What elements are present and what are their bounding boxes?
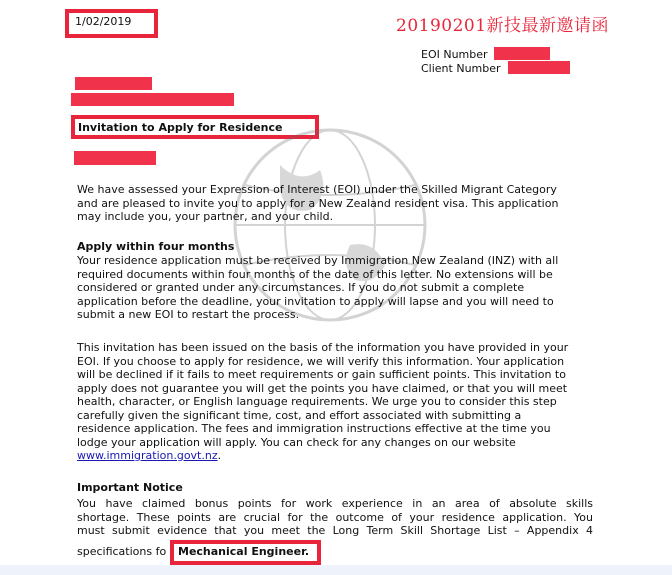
client-number-label: Client Number xyxy=(421,62,501,75)
section-heading-important-notice: Important Notice xyxy=(77,481,183,494)
letter-date: 1/02/2019 xyxy=(75,15,132,28)
text-line: This invitation has been issued on the basis of the information you have provided in your xyxy=(77,341,569,354)
text-line: carefully given the significant time, cost, and effort associated with submitting a xyxy=(77,408,522,422)
text-line: lodge your application will apply. You can check for any changes on our website xyxy=(77,435,516,449)
annotation-caption: 20190201新技最新邀请函 xyxy=(396,16,610,36)
recipient-address-redaction xyxy=(71,93,234,106)
text-line: may include you, your partner, and your child. xyxy=(77,210,334,223)
important-notice-paragraph xyxy=(77,497,593,538)
bottom-edge xyxy=(0,565,672,575)
text-line: Your residence application must be received by Immigration New Zealand (INZ) with all xyxy=(77,254,559,267)
text-line: EOI. If you choose to apply for residence, we will verify this information. Your application xyxy=(77,354,565,368)
text-line: residence application. The fees and immigration instructions effective at the time you xyxy=(77,422,551,435)
text-line: will be declined if it fails to meet requirements or gain sufficient points. This invitation to xyxy=(77,368,566,381)
section1-paragraph xyxy=(77,254,558,322)
salutation-redaction xyxy=(74,151,156,165)
text-line: health, character, or English language requirements. We urge you to consider this step xyxy=(77,395,557,408)
text-line: submit a new EOI to restart the process. xyxy=(77,308,300,321)
recipient-name-redaction xyxy=(75,77,152,90)
text-line: shortage. These points are crucial for the outcome of your residence application. You xyxy=(77,510,593,524)
text-line: must submit evidence that you meet the Long Term Skill Shortage List – Appendix 4 xyxy=(77,524,593,537)
text-line: considered or granted under any circumstances. If you do not submit a complete xyxy=(77,281,525,294)
intro-paragraph xyxy=(77,183,558,224)
eoi-number-redaction xyxy=(494,47,550,60)
text-line: required documents within four months of the date of this letter. No extensions will be xyxy=(77,267,553,281)
immigration-website-link[interactable]: www.immigration.govt.nz xyxy=(77,449,218,462)
text-line: application before the deadline, your invitation to apply will lapse and you will need to xyxy=(77,294,554,308)
text-line: You have claimed bonus points for work experience in an area of absolute skills xyxy=(77,497,593,510)
last-line-prefix: specifications fo xyxy=(77,545,167,558)
client-number-redaction xyxy=(508,61,570,74)
occupation-name: Mechanical Engineer. xyxy=(178,545,310,558)
eoi-number-label: EOI Number xyxy=(421,48,488,61)
text-line: We have assessed your Expression of Interest (EOI) under the Skilled Migrant Category xyxy=(77,183,557,196)
letter-title: Invitation to Apply for Residence xyxy=(78,121,283,134)
text-line: apply does not guarantee you will get the points you have claimed, or that you will meet xyxy=(77,381,568,395)
section-heading-apply-within: Apply within four months xyxy=(77,240,235,253)
website-line xyxy=(77,449,568,463)
text-line: and are pleased to invite you to apply for a New Zealand resident visa. This application xyxy=(77,196,559,210)
verification-paragraph xyxy=(77,341,568,463)
website-suffix: . xyxy=(217,449,222,462)
